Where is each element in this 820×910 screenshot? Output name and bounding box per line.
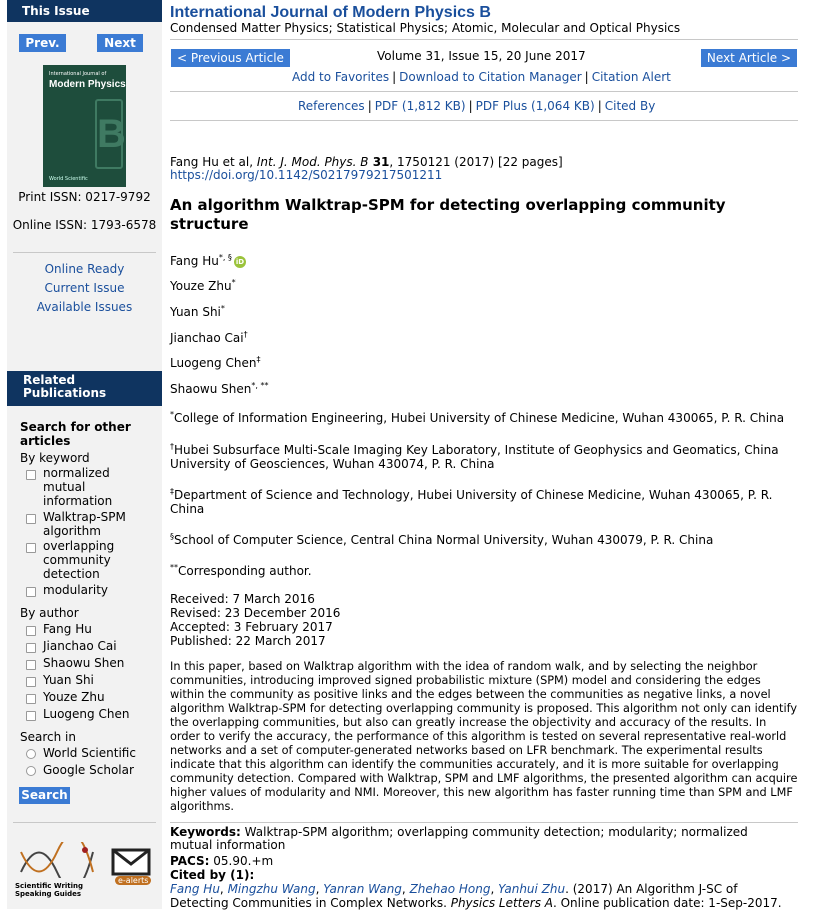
author-option: Jianchao Cai: [43, 639, 117, 653]
author-name[interactable]: Youze Zhu: [170, 279, 232, 293]
cited-author-link[interactable]: Mingzhu Wang: [227, 882, 316, 896]
author-name[interactable]: Shaowu Shen: [170, 382, 252, 396]
dna-helix-icon: [15, 842, 97, 878]
cited-date: . Online publication date: 1-Sep-2017.: [552, 896, 782, 910]
corresponding-author-note: [170, 561, 798, 578]
pacs-label: PACS:: [170, 854, 210, 868]
author-name[interactable]: Jianchao Cai: [170, 331, 244, 345]
affiliation-mark: **: [170, 563, 178, 572]
cited-author-link[interactable]: Zhehao Hong: [409, 882, 491, 896]
search-in-label: Search in: [20, 730, 76, 744]
author-line: [170, 330, 248, 345]
author-affiliation-mark: *: [231, 278, 236, 287]
sidebar: [7, 0, 162, 909]
keywords: [170, 826, 780, 852]
citation-alert-link[interactable]: Citation Alert: [591, 70, 671, 84]
current-issue-link[interactable]: Current Issue: [44, 281, 125, 295]
author-option: Shaowu Shen: [43, 656, 125, 670]
article-tools: References | PDF (1,812 KB) | PDF Plus (1,064 KB) | Cited By: [298, 99, 656, 113]
author-option: Fang Hu: [43, 622, 92, 636]
affiliation: [170, 408, 798, 425]
author-option: Youze Zhu: [43, 690, 105, 704]
by-keyword-label: By keyword: [20, 451, 90, 465]
next-issue-button[interactable]: Next: [97, 34, 143, 52]
search-button[interactable]: Search: [19, 787, 70, 804]
cited-by-link[interactable]: Cited By: [604, 99, 656, 113]
author-option: Luogeng Chen: [43, 707, 130, 721]
citation-pages: , 1750121 (2017) [22 pages]: [389, 155, 563, 169]
author-affiliation-mark: *: [220, 304, 225, 313]
author-line: [170, 304, 225, 319]
citation-manager-link[interactable]: Download to Citation Manager: [399, 70, 582, 84]
cover-line1: International Journal of: [49, 71, 107, 77]
related-publications-title: Related Publications: [23, 373, 107, 400]
affiliation-mark: *: [170, 410, 174, 419]
author-affiliation-mark: *, **: [251, 381, 269, 390]
keyword-checkbox[interactable]: [26, 470, 36, 480]
available-issues-link[interactable]: Available Issues: [36, 300, 133, 314]
author-line: [170, 381, 268, 396]
cover-line2: Modern Physics: [49, 79, 126, 90]
citation-line: [170, 155, 563, 169]
divider: [13, 822, 156, 823]
previous-article-button[interactable]: < Previous Article: [171, 49, 290, 67]
google-scholar-radio[interactable]: [26, 766, 36, 776]
author-option: Yuan Shi: [43, 673, 94, 687]
author-checkbox[interactable]: [26, 643, 36, 653]
prev-issue-button[interactable]: Prev.: [19, 34, 66, 52]
author-affiliation-mark: *, §: [218, 253, 232, 262]
author-checkbox[interactable]: [26, 660, 36, 670]
affiliation-text: College of Information Engineering, Hubei University of Chinese Medicine, Wuhan 430065, P. R. China: [174, 411, 785, 425]
citation-volume: 31: [368, 155, 390, 169]
references-link[interactable]: References: [298, 99, 365, 113]
affiliation-text: Department of Science and Technology, Hubei University of Chinese Medicine, Wuhan 430065, P. R. China: [170, 488, 773, 516]
related-publications-heading: [7, 371, 162, 406]
volume-info: Volume 31, Issue 15, 20 June 2017: [377, 49, 586, 63]
online-ready-link[interactable]: Online Ready: [44, 262, 125, 276]
e-alerts-logo[interactable]: [111, 848, 155, 892]
keyword-option: normalized mutual information: [43, 466, 113, 508]
author-line: [170, 253, 246, 268]
article-title: An algorithm Walktrap-SPM for detecting overlapping community structure: [170, 196, 726, 233]
cited-text: . (2017) An Algorithm J-SC of Detecting Communities in Complex Networks.: [170, 882, 738, 910]
keyword-option: Walktrap-SPM algorithm: [43, 510, 126, 538]
affiliation-text: School of Computer Science, Central China Normal University, Wuhan 430079, P. R. China: [174, 533, 714, 547]
keyword-option: overlapping community detection: [43, 539, 115, 581]
world-scientific-radio[interactable]: [26, 749, 36, 759]
article-dates: [170, 592, 340, 648]
author-line: [170, 355, 260, 370]
accepted-date: Accepted: 3 February 2017: [170, 620, 333, 634]
orcid-icon[interactable]: iD: [235, 258, 245, 266]
author-affiliation-mark: ‡: [256, 355, 261, 364]
add-to-favorites-link[interactable]: Add to Favorites: [292, 70, 390, 84]
affiliation: [170, 530, 798, 547]
author-checkbox[interactable]: [26, 711, 36, 721]
author-line: [170, 278, 236, 293]
pacs: [170, 854, 273, 868]
next-article-button[interactable]: Next Article >: [701, 49, 797, 67]
cited-by-heading: Cited by (1):: [170, 868, 255, 882]
divider: [170, 39, 798, 40]
main-content: [170, 0, 800, 909]
google-scholar-option: Google Scholar: [43, 763, 134, 777]
keywords-label: Keywords:: [170, 825, 241, 839]
divider: [13, 252, 156, 253]
keywords-text: Walktrap-SPM algorithm; overlapping community detection; modularity; normalized mutual information: [170, 825, 748, 852]
author-name[interactable]: Fang Hu: [170, 254, 219, 268]
received-date: Received: 7 March 2016: [170, 592, 315, 606]
citation-journal: Int. J. Mod. Phys. B: [256, 155, 369, 169]
citation-authors: Fang Hu et al,: [170, 155, 257, 169]
keyword-checkbox[interactable]: [26, 514, 36, 524]
print-issn: Print ISSN: 0217-9792: [18, 190, 151, 204]
cover-publisher: World Scientific: [49, 176, 88, 182]
journal-subjects: Condensed Matter Physics; Statistical Physics; Atomic, Molecular and Optical Physics: [170, 21, 681, 35]
writing-guides-logo[interactable]: [15, 842, 97, 902]
writing-guides-label: Scientific Writing Speaking Guides: [15, 882, 84, 898]
pacs-text: 05.90.+m: [213, 854, 274, 868]
article-actions: Add to Favorites | Download to Citation Manager | Citation Alert: [292, 70, 671, 84]
keyword-option: modularity: [43, 583, 109, 597]
affiliation-mark: §: [170, 532, 174, 541]
affiliation: [170, 440, 798, 471]
revised-date: Revised: 23 December 2016: [170, 606, 341, 620]
keyword-checkbox[interactable]: [26, 587, 36, 597]
affiliation: [170, 485, 798, 516]
doi-link[interactable]: https://doi.org/10.1142/S0217979217501211: [170, 168, 443, 182]
author-name[interactable]: Luogeng Chen: [170, 356, 257, 370]
cited-author-link[interactable]: Yanran Wang: [323, 882, 402, 896]
journal-title[interactable]: International Journal of Modern Physics B: [170, 4, 491, 21]
world-scientific-option: World Scientific: [43, 746, 136, 760]
pdf-link[interactable]: PDF (1,812 KB): [374, 99, 466, 113]
keyword-checkbox[interactable]: [26, 543, 36, 553]
by-author-label: By author: [20, 606, 79, 620]
abstract: In this paper, based on Walktrap algorithm with the idea of random walk, and by selecting the neighbor communities, introducing improved signed probabilistic mixture (SPM) model and considering the edges within the community as positive links and the edges between the communities as negative links, a novel algorithm Walktrap-SPM for detecting overlapping community is proposed. This algorithm not only can identify the overlapping communities, but also can greatly increase the objectivity and accuracy of the results. In order to verify the accuracy, the performance of this algorithm is tested on several representative real-world networks and a set of computer-generated networks based on LFR benchmark. The experimental results indicate that this algorithm can identify the communities accurately, and it is more suitable for overlapping community detection. Compared with Walktrap, SPM and LMF algorithms, the presented algorithm can acquire higher values of modularity and NMI. Moreover, this new algorithm has faster running time than SPM and LMF algorithms.: [170, 660, 798, 813]
e-alerts-label: e-alerts: [115, 876, 151, 885]
search-other-articles-heading: Search for other articles: [20, 420, 131, 448]
author-checkbox[interactable]: [26, 694, 36, 704]
divider: [170, 91, 798, 92]
author-affiliation-mark: †: [243, 330, 248, 339]
affiliation-text: Hubei Subsurface Multi-Scale Imaging Key Laboratory, Institute of Geophysics and Geomatics, China University of Geosciences, Wuhan 430074, P. R. China: [170, 443, 779, 471]
this-issue-heading: This Issue: [7, 0, 162, 22]
divider: [170, 120, 798, 121]
divider: [170, 822, 798, 823]
published-date: Published: 22 March 2017: [170, 634, 326, 648]
cited-author-link[interactable]: Yanhui Zhu: [498, 882, 566, 896]
cover-letter: B: [95, 99, 123, 169]
affiliation-text: Corresponding author.: [178, 564, 312, 578]
cited-by-entry: Fang Hu, Mingzhu Wang, Yanran Wang, Zhehao Hong, Yanhui Zhu. (2017) An Algorithm J-SC of Detecting Communities in Complex Networks. Physics Letters A. Online publication date: 1-Sep-2017.: [170, 882, 782, 910]
author-checkbox[interactable]: [26, 626, 36, 636]
cited-author-link[interactable]: Fang Hu: [170, 882, 220, 896]
author-name[interactable]: Yuan Shi: [170, 305, 221, 319]
journal-cover-image[interactable]: [43, 65, 126, 187]
cited-journal: Physics Letters A: [450, 896, 553, 910]
affiliation-mark: †: [170, 442, 174, 451]
envelope-icon: [111, 848, 153, 878]
author-checkbox[interactable]: [26, 677, 36, 687]
pdf-plus-link[interactable]: PDF Plus (1,064 KB): [475, 99, 595, 113]
affiliation-mark: ‡: [170, 487, 174, 496]
online-issn: Online ISSN: 1793-6578: [12, 218, 157, 232]
